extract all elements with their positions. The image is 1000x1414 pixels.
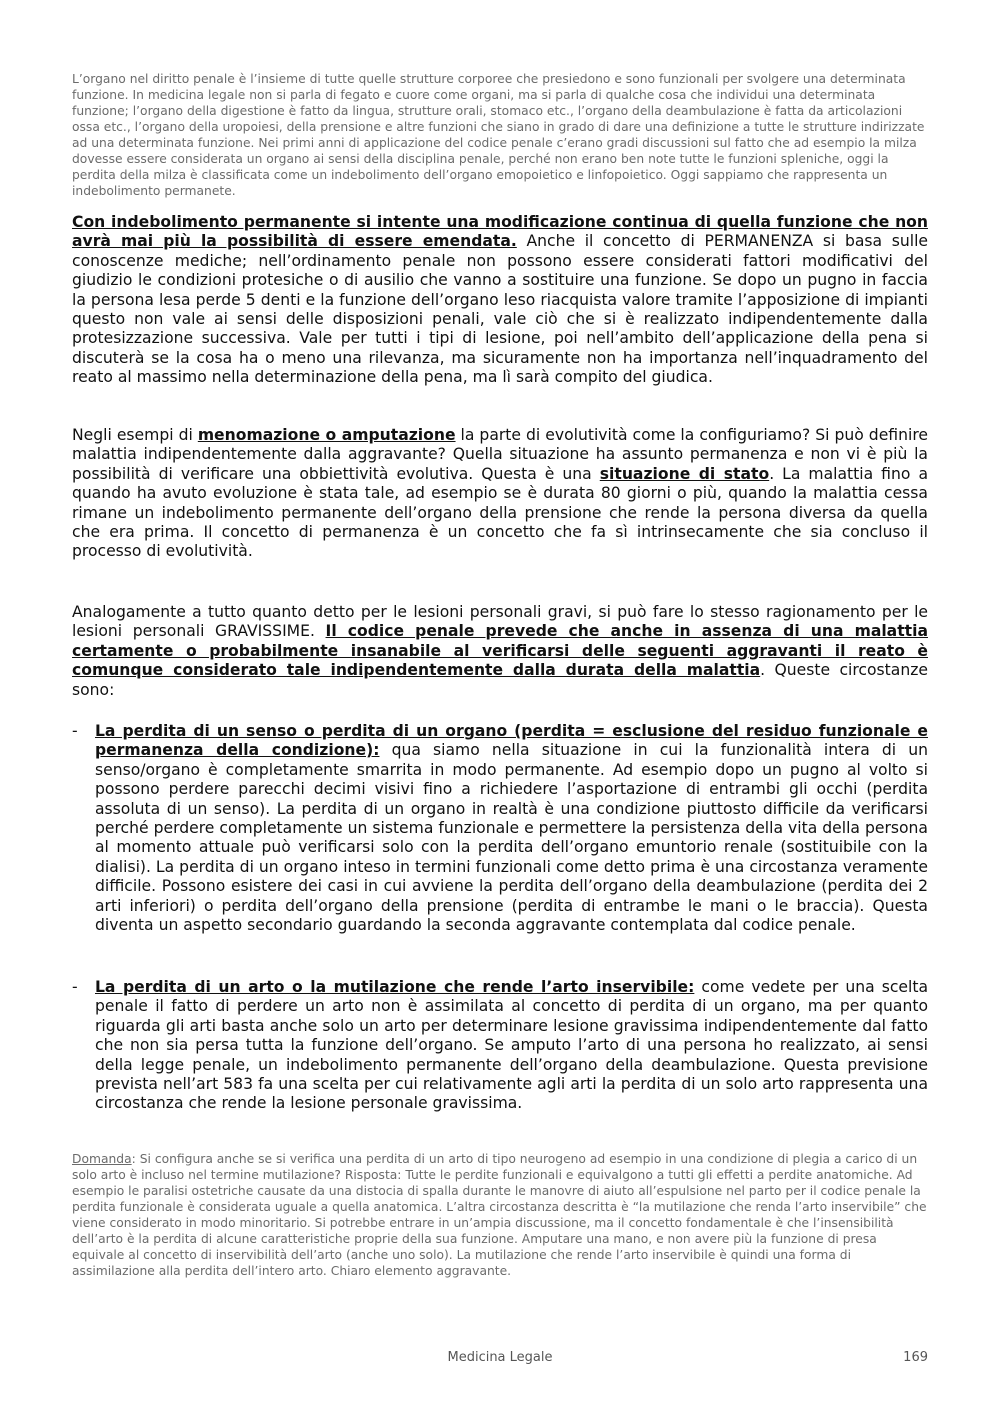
list-bullet: - — [72, 978, 78, 996]
term-menomazione: menomazione o amputazione — [197, 426, 456, 444]
page-number: 169 — [903, 1350, 928, 1365]
paragraph-menomazione — [72, 426, 928, 562]
list-item-perdita-senso-text: qua siamo nella situazione in cui la funzionalità intera di un senso/organo è completamente smarrita in modo permanente. Ad esempio dopo un pugno al volto si possono perdere parecchi decimi visivi fino a richiedere l’asportazione di entrambi gli occhi (perdita assoluta di un senso). La perdita di un organo in realtà è una condizione piuttosto difficile da verificarsi perché perdere completamente un sistema funzionale e permettere la persistenza della vita della persona al momento attuale può verificarsi solo con la perdita dell’organo emuntorio renale (sostituibile con la dialisi). La perdita di un organo inteso in termini funzionali come detto prima è una circostanza veramente difficile. Possono esistere dei casi in cui avviene la perdita dell’organo della deambulazione (perdita dei 2 arti inferiori) o perdita dell’organo della prensione (perdita di entrambe le mani o le braccia). Questa diventa un aspetto secondario guardando la seconda aggravante contemplata dal codice penale. — [95, 741, 928, 935]
list-item-perdita-arto-lead: La perdita di un arto o la mutilazione che rende l’arto inservibile: — [95, 978, 695, 996]
paragraph-gravissime-highlight: Il codice penale prevede che anche in assenza di una malattia certamente o probabilmente insanabile al verificarsi delle seguenti aggravanti il reato è comunque considerato tale indipendentemente dalla durata della malattia — [72, 622, 928, 680]
list-item-perdita-senso-lead: La perdita di un senso o perdita di un organo (perdita = esclusione del residuo funzionale e permanenza della condizione): — [95, 722, 928, 760]
paragraph-gravissime-text-c: . Queste circostanze sono: — [72, 661, 928, 699]
term-situazione-di-stato: situazione di stato — [599, 464, 770, 483]
paragraph-menomazione-text-a: Negli esempi di — [72, 426, 198, 444]
paragraph-indebolimento-lead: Con indebolimento permanente si intente una modificazione continua di quella funzione che non avrà mai più la possibilità di essere emendata. — [72, 213, 928, 251]
paragraph-indebolimento — [72, 213, 928, 388]
paragraph-gravissime — [72, 603, 928, 700]
list-item-perdita-arto-text: come vedete per una scelta penale il fatto di perdere un arto non è assimilata al concetto di perdita di un organo, ma per quanto riguarda gli arti basta anche solo un arto per determinare lesione gravissima indipendentemente dal fatto che non sia persa tutta la funzione dell’organo. Se amputo l’arto di una persona ho realizzato, ai sensi della legge penale, un indebolimento permanente dell’organo della deambulazione. Questa previsione prevista nell’art 583 fa una scelta per cui relativamente agli arti la perdita di un solo arto rappresenta una circostanza che rende la lesione personale gravissima. — [95, 978, 928, 1113]
paragraph-gravissime-text-a: Analogamente a tutto quanto detto per le lesioni personali gravi, si può fare lo stesso ragionamento per le lesioni personali GRAVISSIME. — [72, 603, 928, 641]
paragraph-indebolimento-text: Anche il concetto di PERMANENZA si basa sulle conoscenze mediche; nell’ordinamento penale non possono essere considerati fattori modificativi del giudizio le condizioni protesiche o di ausilio che vanno a sostituire una funzione. Se dopo un pugno in faccia la persona lesa perde 5 denti e la funzione dell’organo leso riacquista valore tramite l’apposizione di impianti questo non vale ai sensi delle disposizioni penali, vale ciò che si è realizzato indipendentemente dalla protesizzazione successiva. Vale per tutti i tipi di lesione, poi nell’ambito dell’applicazione della pena si discuterà se la cosa ha o meno una rilevanza, ma sicuramente non ha importanza nell’inquadramento del reato al massimo nella determinazione della pena, ma lì sarà compito del giudica. — [72, 232, 928, 387]
domanda-text: : Si configura anche se si verifica una perdita di un arto di tipo neurogeno ad esempio in una condizione di plegia a carico di un solo arto è incluso nel termine mutilazione? Risposta: Tutte le perdite funzionali e equivalgono a tutti gli effetti a perdite anatomiche. Ad esempio le paralisi ostetriche causate da una distocia di spalla durante le manovre di aiuto all’espulsione nel parto per il codice penale la perdita funzionale è considerata uguale a quella anatomica. L’altra circostanza descritta è “la mutilazione che renda l’arto inservibile” che viene considerato in modo minoritario. Si potrebbe entrare in un’ampia discussione, ma il concetto fondamentale è che l’insensibilità dell’arto è la perdita di alcune caratteristiche proprie della sua funzione. Amputare una mano, e non avere più la funzione di presa equivale al concetto di inservibilità dell’arto (anche uno solo). La mutilazione che rende l’arto inservibile è quindi una forma di assimilazione alla perdita dell’intero arto. Chiaro elemento aggravante. — [72, 1152, 927, 1278]
paragraph-menomazione-text-c: la parte di evolutività come la configuriamo? Si può definire malattia indipendentemente dalla aggravante? Quella situazione ha assunto permanenza e non vi è più la possibilità di verificare una obbiettività evolutiva. Questa è una — [72, 426, 928, 483]
list-item-perdita-arto — [95, 978, 928, 1114]
paragraph-menomazione-text-e: . La malattia fino a quando ha avuto evoluzione è stata tale, ad esempio se è durata 80 giorni o più, quando la malattia cessa rimane un indebolimento permanente dell’organo della prensione che rende la persona diversa da quella che era prima. Il concetto di permanenza è un concetto che fa sì intrinsecamente che sia concluso il processo di evolutività. — [72, 464, 929, 561]
domanda-label: Domanda — [72, 1152, 132, 1166]
footer-title: Medicina Legale — [447, 1350, 553, 1365]
domanda-note — [72, 1151, 928, 1279]
list-item-perdita-senso — [95, 722, 928, 935]
intro-note: L’organo nel diritto penale è l’insieme di tutte quelle strutture corporee che presiedono e sono funzionali per svolgere una determinata funzione. In medicina legale non si parla di fegato e cuore come organi, ma si parla di qualche cosa che individui una determinata funzione; l’organo della digestione è fatto da lingua, strutture orali, stomaco etc., l’organo della deambulazione è fatta da articolazioni ossa etc., l’organo della uropoiesi, della prensione e altre funzioni che siano in grado di dare una definizione a tutte le strutture indirizzate ad una determinata funzione. Nei primi anni di applicazione del codice penale c’erano gradi discussioni sul fatto che ad esempio la milza dovesse essere considerata un organo ai sensi della disciplina penale, perché non erano ben note tutte le funzioni spleniche, oggi la perdita della milza è classificata come un indebolimento dell’organo emopoietico e linfopoietico. Oggi sappiamo che rappresenta un indebolimento permanete. — [72, 72, 925, 198]
list-bullet: - — [72, 722, 78, 740]
